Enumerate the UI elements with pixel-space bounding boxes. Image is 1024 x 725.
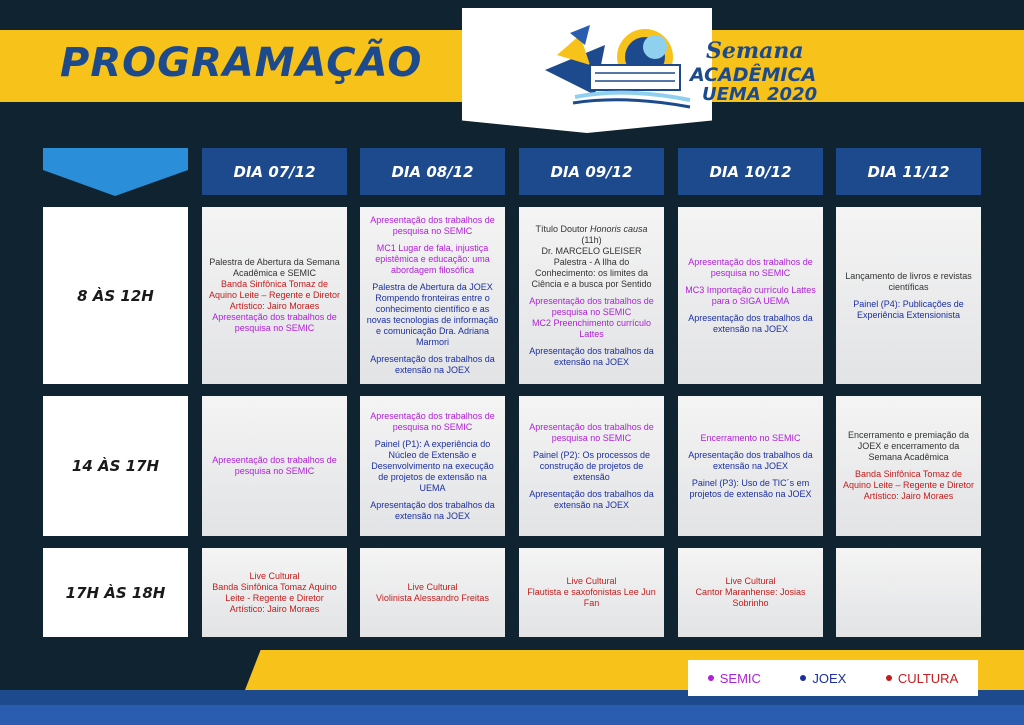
logo-text-semana: Semana (706, 38, 804, 64)
time-slot-evening: 17H ÀS 18H (43, 548, 188, 637)
event-text: Live Cultural (566, 576, 617, 586)
event-text: Painel (P1): A experiência do Núcleo de Extensão e Desenvolvimento na execução de projetos de extensão na UEMA (371, 438, 494, 493)
legend (688, 660, 978, 696)
event-text: Apresentação dos trabalhos de pesquisa no SEMIC (529, 295, 654, 317)
legend-item-cultura: CULTURA (886, 671, 958, 686)
legend-item-semic: SEMIC (708, 671, 761, 686)
schedule-cell (202, 207, 347, 384)
event-text: Título Doutor (535, 223, 588, 234)
event-text: (11h) (581, 234, 602, 245)
event-text: Banda Sinfônica Tomaz de Aquino Leite – Regente e Diretor Artístico: Jairo Moraes (842, 469, 975, 501)
event-text: Live Cultural (725, 576, 776, 586)
event-text: Apresentação dos trabalhos de pesquisa no SEMIC (370, 215, 495, 236)
schedule-cell (678, 548, 823, 637)
schedule-cell (678, 396, 823, 536)
schedule-cell (202, 396, 347, 536)
event-text: Apresentação dos trabalhos de pesquisa no SEMIC (370, 410, 495, 432)
event-text: Apresentação dos trabalhos de pesquisa no SEMIC (212, 312, 337, 333)
event-text: Live Cultural (407, 581, 458, 592)
event-text: MC3 Importação currículo Lattes para o SIGA UEMA (685, 284, 816, 306)
schedule-cell (519, 396, 664, 536)
legend-dot-icon (886, 675, 892, 681)
event-text: Live Cultural (249, 570, 300, 581)
time-slot-morning: 8 ÀS 12H (43, 207, 188, 384)
schedule-cell (678, 207, 823, 384)
legend-dot-icon (708, 675, 714, 681)
event-text: MC1 Lugar de fala, injustiça epistêmica e educação: uma abordagem filosófica (375, 243, 490, 275)
event-text: Apresentação dos trabalhos da extensão na JOEX (370, 499, 495, 521)
day-header-5: DIA 11/12 (836, 148, 981, 195)
event-text: Apresentação dos trabalhos da extensão na JOEX (688, 449, 813, 471)
schedule-cell (519, 548, 664, 637)
legend-item-joex: JOEX (800, 671, 846, 686)
event-text: Apresentação dos trabalhos da extensão na JOEX (370, 354, 495, 375)
event-text: Banda Sinfônica Tomaz Aquino Leite - Regente e Diretor Artístico: Jairo Moraes (212, 581, 337, 614)
event-text: Lançamento de livros e revistas científicas (845, 270, 972, 292)
logo-text-uema: UEMA 2020 (702, 84, 818, 105)
schedule-cell (360, 396, 505, 536)
schedule-cell (836, 207, 981, 384)
event-text: Painel (P4): Publicações de Experiência Extensionista (853, 298, 964, 320)
event-logo-icon (545, 25, 695, 110)
event-text: Painel (P3): Uso de TIC´s em projetos de extensão na JOEX (689, 477, 812, 499)
legend-dot-icon (800, 675, 806, 681)
day-header-3: DIA 09/12 (519, 148, 664, 195)
event-text: Apresentação dos trabalhos de pesquisa no SEMIC (529, 421, 654, 443)
event-text: Honoris causa (590, 223, 648, 234)
event-text: Palestra de Abertura da Semana Acadêmica e SEMIC (209, 257, 340, 278)
event-text: Apresentação dos trabalhos da extensão na JOEX (688, 312, 813, 334)
schedule-cell (360, 207, 505, 384)
event-text: Banda Sinfônica Tomaz de Aquino Leite – Regente e Diretor Artístico: Jairo Moraes (208, 279, 341, 311)
schedule-cell-empty (836, 548, 981, 637)
footer-blue-band-light (0, 705, 1024, 725)
event-text: Encerramento e premiação da JOEX e encerramento da Semana Acadêmica (847, 430, 970, 462)
event-text: Painel (P2): Os processos de construção de projetos de extensão (532, 449, 651, 482)
schedule-cell (360, 548, 505, 637)
day-header-4: DIA 10/12 (678, 148, 823, 195)
page-title: PROGRAMAÇÃO (60, 40, 423, 86)
event-text: Encerramento no SEMIC (700, 432, 801, 443)
event-text: Dr. MARCELO GLEISER (541, 245, 642, 256)
event-text: Violinista Alessandro Freitas (376, 592, 489, 603)
event-text: Palestra de Abertura da JOEX Rompendo fronteiras entre o conhecimento científico e as novas tecnologias de informação e comunicação Dra. Adriana Marmori (366, 282, 499, 347)
logo-text-academica: ACADÊMICA (690, 64, 817, 86)
event-text: Apresentação dos trabalhos da extensão na JOEX (529, 488, 654, 510)
schedule-cell (519, 207, 664, 384)
schedule-cell (202, 548, 347, 637)
day-header-2: DIA 08/12 (360, 148, 505, 195)
event-text: Apresentação dos trabalhos de pesquisa no SEMIC (212, 455, 337, 476)
time-slot-afternoon: 14 ÀS 17H (43, 396, 188, 536)
schedule-cell (836, 396, 981, 536)
event-text: MC2 Preenchimento currículo Lattes (531, 317, 652, 339)
event-text: Apresentação dos trabalhos da extensão na JOEX (529, 345, 654, 367)
event-text: Apresentação dos trabalhos de pesquisa no SEMIC (688, 256, 813, 278)
event-text: Flautista e saxofonistas Lee Jun Fan (527, 587, 656, 608)
day-header-1: DIA 07/12 (202, 148, 347, 195)
corner-arrow-icon (43, 148, 188, 198)
event-text: Cantor Maranhense: Josias Sobrinho (695, 587, 806, 608)
event-text: Palestra - A Ilha do Conhecimento: os limites da Ciência e a busca por Sentido (531, 256, 652, 289)
